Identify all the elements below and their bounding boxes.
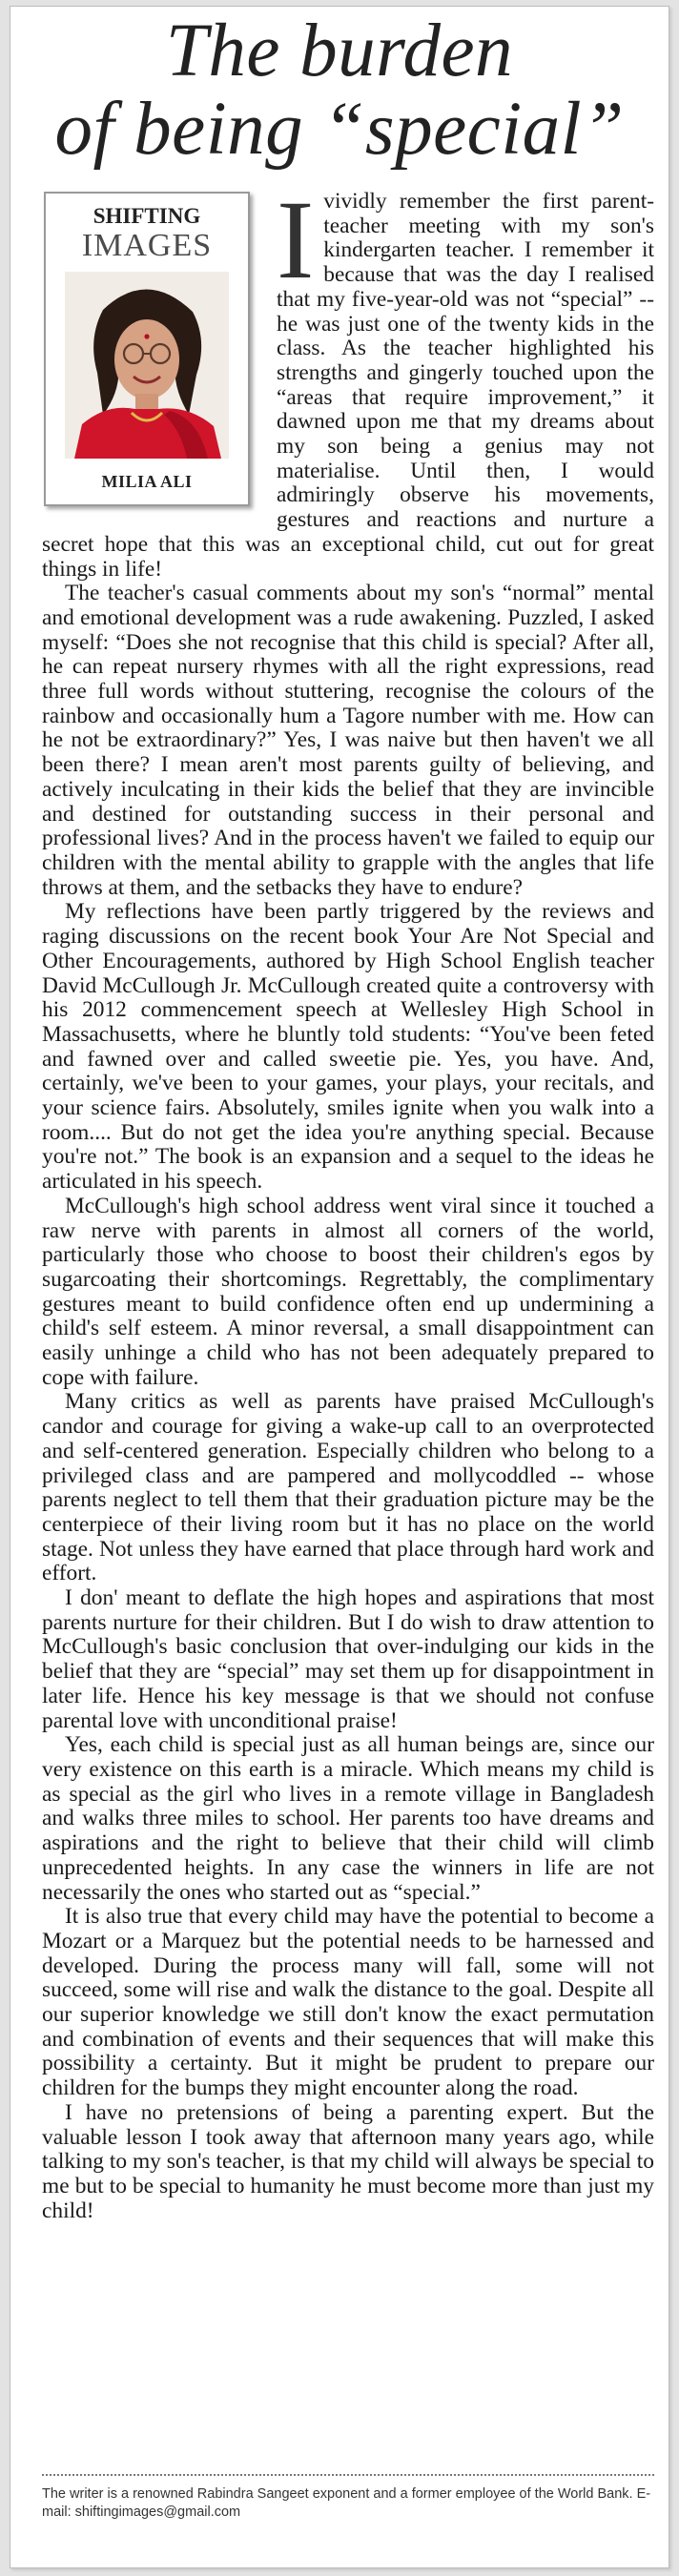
paragraph-9: I have no pretensions of being a parenting expert. But the valuable lesson I took away that afternoon many years ago, while talking to my son's teacher, is that my child will always be special to me but to be special to humanity he must become more than just my child! <box>42 2099 654 2223</box>
paragraph-2: The teacher's casual comments about my son's “normal” mental and emotional development was a rude awakening. Puzzled, I asked myself: “Does she not recognise that this child is special? After all, he can repeat nursery rhymes with all the right expressions, read three full words without stuttering, recognise the colours of the rainbow and occasionally hum a Tagore number with me. How can he not be extraordinary?” Yes, I was naive but then haven't we all been there? I mean aren't most parents guilty of believing, and actively inculcating in their kids the belief that they are invincible and destined for outstanding success in their personal and professional lives? And in the process haven't we failed to equip our children with the mental ability to grapple with the angles that life throws at them, and the setbacks they have to endure? <box>42 581 654 900</box>
footnote-divider <box>42 2474 654 2476</box>
paragraph-7: Yes, each child is special just as all human beings are, since our very existence on this earth is a miracle. Which means my child is as special as the girl who lives in a remote village in Bangladesh and walks three miles to school. Her parents too have dreams and aspirations and the right to believe that their child will climb unprecedented heights. In any case the winners in life are not necessarily the ones who started out as “special.” <box>42 1732 654 1905</box>
paragraph-4: McCullough's high school address went viral since it touched a raw nerve with parents in almost all corners of the world, particularly those who choose to boost their children's egos by sugarcoating their shortcomings. Regrettably, the complimentary gestures meant to build confidence often end up undermining a child's self esteem. A minor reversal, a small disappointment can easily unhinge a child who has not been adequately prepared to cope with failure. <box>42 1193 654 1390</box>
column-name: SHIFTING <box>93 204 201 228</box>
paragraph-3: My reflections have been partly triggered by the reviews and raging discussions on the recent book Your Are Not Special and Other Encouragements, authored by High School English teacher David McCullough Jr. McCullough created quite a controversy with his 2012 commencement speech at Wellesley High School in Massachusetts, where he bluntly told students: “You've been feted and fawned over and called sweetie pie. Yes, you have. And, certainly, we've been to your games, your plays, your recitals, and your science fairs. Absolutely, smiles ignite when you walk into a room.... But do not get the idea you're anything special. Because you're not.” The book is an expansion and a sequel to the ideas he articulated in his speech. <box>42 899 654 1195</box>
headline-line-1: The burden <box>165 10 514 92</box>
author-portrait-icon <box>65 272 229 459</box>
headline-line-2: of being “special” <box>54 88 625 171</box>
column-logo-box <box>44 192 250 506</box>
article-body <box>42 177 654 2223</box>
drop-cap: I <box>277 177 315 302</box>
paragraph-8: It is also true that every child may have the potential to become a Mozart or a Marquez but the potential needs to be harnessed and developed. During the process many will fall, some will not succeed, some will rise and walk the distance to the goal. Despite all our superior knowledge we still don't know the exact permutation and combination of events and their sequences that will make this possibility a certainty. But it might be prudent to prepare our children for the bumps they might encounter along the road. <box>42 1904 654 2101</box>
headline <box>10 7 669 169</box>
author-footnote: The writer is a renowned Rabindra Sangeet exponent and a former employee of the World Bank. E-mail: shiftingimages@gmail.com <box>42 2486 651 2520</box>
column-name-secondary: IMAGES <box>81 228 213 263</box>
paragraph-1: vividly remember the first parent-teacher meeting with my son's kindergarten teacher. I remember it because that was the day I realised that my five-year-old was not “special” -- he was just one of the twenty kids in the class. As the teacher highlighted his strengths and gingerly touched upon the “areas that require improvement,” it dawned upon me that my dreams about my son being a genius may not materialise. Until then, I would admiringly observe his movements, gestures and reactions and nurture a secret hope that this was an exceptional child, cut out for great things in life! <box>42 189 654 582</box>
author-name: MILIA ALI <box>101 472 193 491</box>
paragraph-6: I don' meant to deflate the high hopes and aspirations that most parents nurture for their children. But I do wish to draw attention to McCullough's basic conclusion that over-indulging our kids in the belief that they are “special” may set them up for disappointment in later life. Hence his key message is that we should not confuse parental love with unconditional praise! <box>42 1585 654 1733</box>
article-card <box>10 6 669 2568</box>
paragraph-5: Many critics as well as parents have praised McCullough's candor and courage for giving a wake-up call to an overprotected and self-centered generation. Especially children who belong to a privileged class and are pampered and mollycoddled -- whose parents neglect to tell them that their graduation picture may be the centerpiece of their living room but it has no place on the world stage. Not unless they have earned that place through hard work and effort. <box>42 1389 654 1586</box>
